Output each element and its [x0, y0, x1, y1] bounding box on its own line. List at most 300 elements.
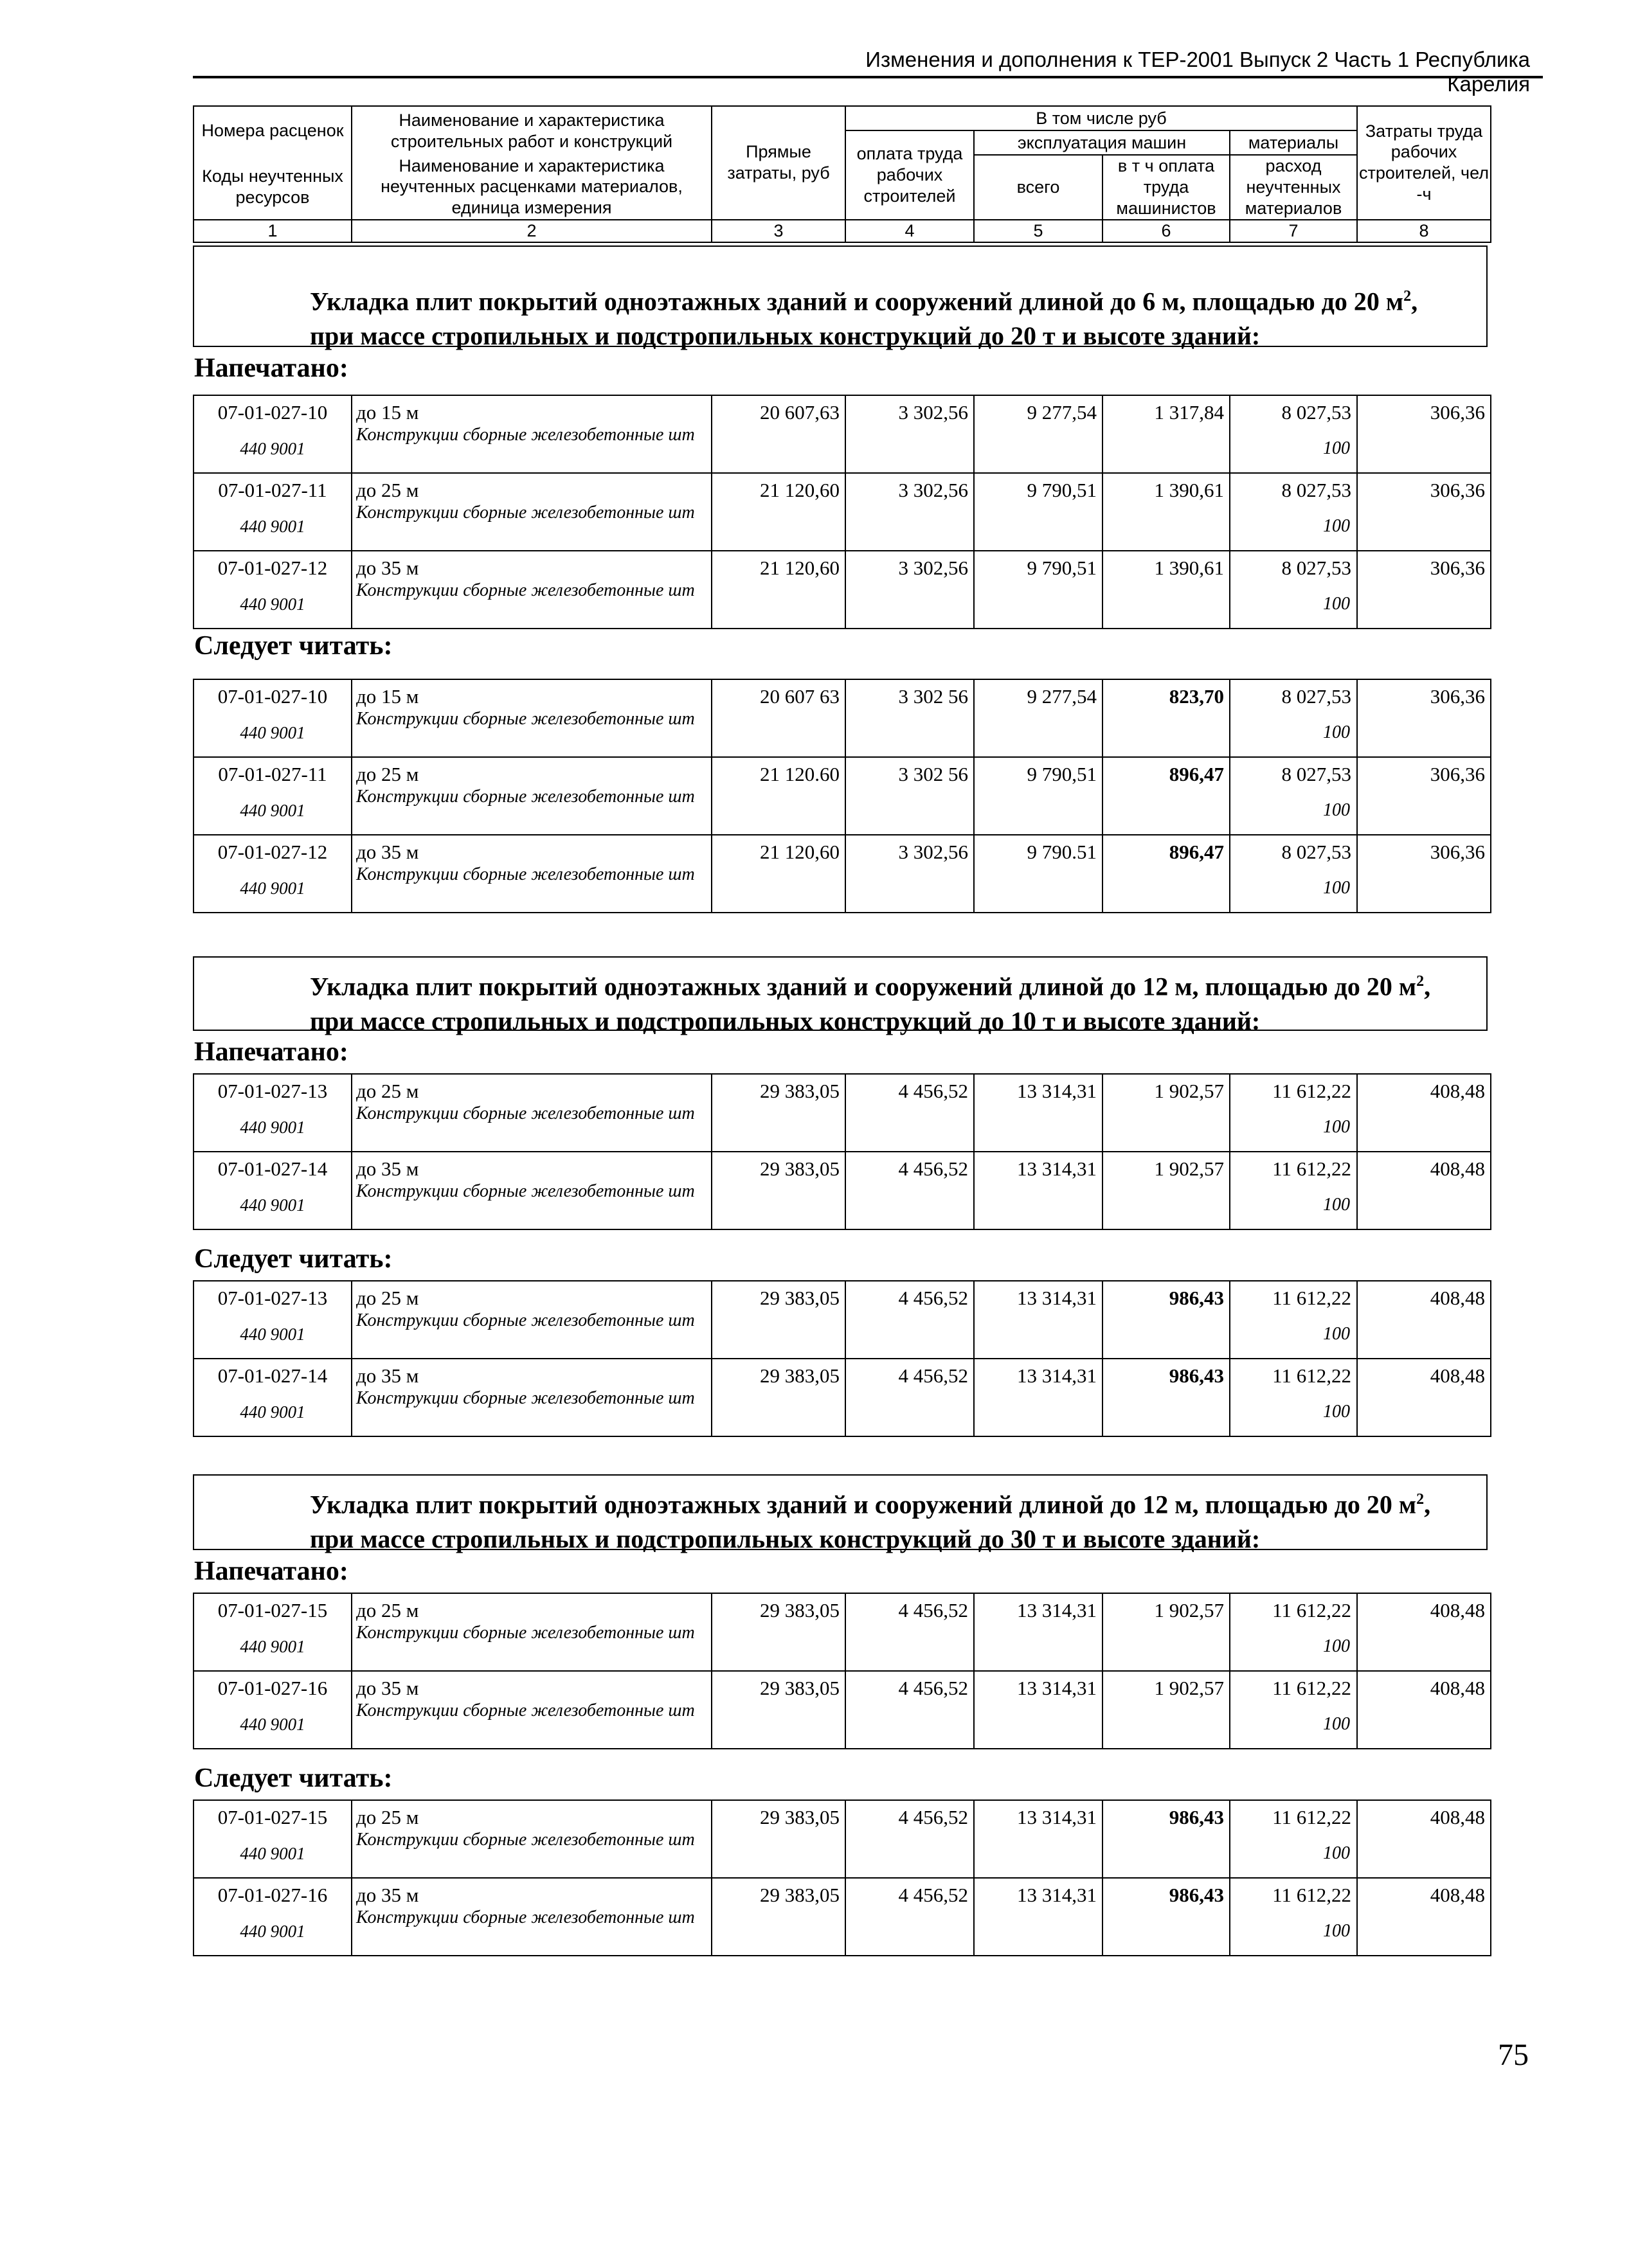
empty-cell	[1357, 502, 1491, 551]
empty-cell	[1102, 1181, 1230, 1229]
direct-cost: 29 383,05	[712, 1671, 845, 1700]
labor-hours: 408,48	[1357, 1593, 1491, 1622]
table-row	[194, 1593, 1491, 1622]
superscript: 2	[1416, 973, 1425, 990]
work-name: до 35 м	[352, 1878, 712, 1907]
empty-cell	[712, 1181, 845, 1229]
column-number-row	[194, 220, 1491, 242]
empty-cell	[845, 424, 974, 473]
empty-cell	[974, 1622, 1102, 1671]
machines-total: 13 314,31	[974, 1800, 1102, 1829]
section-title	[193, 1474, 1488, 1554]
machinist-wage: 896,47	[1102, 835, 1230, 864]
direct-cost: 20 607 63	[712, 679, 845, 708]
machines-total: 9 790,51	[974, 551, 1102, 580]
materials-cost: 8 027,53	[1230, 473, 1357, 502]
machinist-wage: 823,70	[1102, 679, 1230, 708]
materials-cost: 8 027,53	[1230, 835, 1357, 864]
machinist-wage: 1 902,57	[1102, 1671, 1230, 1700]
empty-cell	[974, 1310, 1102, 1359]
resource-code: 440 9001	[194, 1181, 352, 1229]
direct-cost: 29 383,05	[712, 1074, 845, 1103]
labor-wage: 3 302 56	[845, 679, 974, 708]
empty-cell	[974, 424, 1102, 473]
printed-label: Напечатано:	[194, 353, 348, 383]
direct-cost: 21 120.60	[712, 757, 845, 786]
empty-cell	[974, 864, 1102, 913]
empty-cell	[1102, 1907, 1230, 1956]
resource-name: Конструкции сборные железобетонные шт	[352, 1700, 712, 1749]
empty-cell	[845, 1829, 974, 1878]
superscript: 2	[1403, 288, 1412, 305]
rate-code: 07-01-027-16	[194, 1878, 352, 1907]
materials-cost: 8 027,53	[1230, 757, 1357, 786]
resource-name: Конструкции сборные железобетонные шт	[352, 580, 712, 629]
machines-total: 13 314,31	[974, 1359, 1102, 1388]
empty-cell	[1357, 1829, 1491, 1878]
empty-cell	[1357, 424, 1491, 473]
section-title-line2: при массе стропильных и подстропильных конструкций до 20 т и высоте зданий:	[310, 321, 1261, 351]
resource-quantity: 100	[1230, 1310, 1357, 1359]
machines-total: 13 314,31	[974, 1152, 1102, 1181]
empty-cell	[712, 502, 845, 551]
empty-cell	[974, 1181, 1102, 1229]
work-name: до 25 м	[352, 1281, 712, 1310]
empty-cell	[1357, 1907, 1491, 1956]
resource-code: 440 9001	[194, 1622, 352, 1671]
work-name: до 25 м	[352, 473, 712, 502]
col-number: 2	[352, 220, 712, 242]
empty-cell	[712, 1829, 845, 1878]
table-row	[194, 1878, 1491, 1907]
machines-total: 9 790,51	[974, 757, 1102, 786]
empty-cell	[1102, 786, 1230, 835]
rate-code: 07-01-027-14	[194, 1152, 352, 1181]
rate-code: 07-01-027-12	[194, 835, 352, 864]
machinist-wage: 986,43	[1102, 1281, 1230, 1310]
empty-cell	[974, 1829, 1102, 1878]
table-row	[194, 1800, 1491, 1829]
table-row	[194, 1181, 1491, 1229]
resource-quantity: 100	[1230, 1829, 1357, 1878]
empty-cell	[1357, 580, 1491, 629]
empty-cell	[712, 1907, 845, 1956]
rates-table	[193, 679, 1491, 913]
materials-cost: 11 612,22	[1230, 1800, 1357, 1829]
empty-cell	[1102, 864, 1230, 913]
empty-cell	[1102, 580, 1230, 629]
materials-cost: 11 612,22	[1230, 1152, 1357, 1181]
empty-cell	[974, 1907, 1102, 1956]
rate-code: 07-01-027-13	[194, 1074, 352, 1103]
resource-quantity: 100	[1230, 708, 1357, 757]
labor-hours: 306,36	[1357, 757, 1491, 786]
table-row	[194, 1152, 1491, 1181]
work-name: до 15 м	[352, 679, 712, 708]
section-title	[193, 956, 1488, 1036]
machines-total: 13 314,31	[974, 1878, 1102, 1907]
col-number: 6	[1102, 220, 1230, 242]
machines-total: 13 314,31	[974, 1281, 1102, 1310]
empty-cell	[1102, 424, 1230, 473]
work-name: до 35 м	[352, 1152, 712, 1181]
empty-cell	[974, 1388, 1102, 1436]
section-title-line2: при массе стропильных и подстропильных конструкций до 30 т и высоте зданий:	[310, 1524, 1261, 1554]
labor-hours: 306,36	[1357, 473, 1491, 502]
resource-code: 440 9001	[194, 580, 352, 629]
table-row	[194, 424, 1491, 473]
work-name: до 25 м	[352, 1800, 712, 1829]
resource-quantity: 100	[1230, 1907, 1357, 1956]
table-row	[194, 1622, 1491, 1671]
empty-cell	[1102, 1388, 1230, 1436]
empty-cell	[1357, 1700, 1491, 1749]
machinist-wage: 1 902,57	[1102, 1593, 1230, 1622]
rate-code: 07-01-027-12	[194, 551, 352, 580]
machinist-wage: 986,43	[1102, 1359, 1230, 1388]
labor-wage: 4 456,52	[845, 1359, 974, 1388]
direct-cost: 29 383,05	[712, 1359, 845, 1388]
superscript: 2	[1416, 1491, 1425, 1508]
resource-name: Конструкции сборные железобетонные шт	[352, 786, 712, 835]
work-name: до 25 м	[352, 1074, 712, 1103]
materials-cost: 11 612,22	[1230, 1593, 1357, 1622]
machinist-wage: 1 390,61	[1102, 551, 1230, 580]
table-row	[194, 1700, 1491, 1749]
title-comma: ,	[1424, 972, 1431, 1001]
resource-quantity: 100	[1230, 580, 1357, 629]
rate-code: 07-01-027-16	[194, 1671, 352, 1700]
table-row	[194, 1671, 1491, 1700]
col2-top-header: Наименование и характеристика строительных работ и конструкций	[352, 106, 712, 155]
resource-name: Конструкции сборные железобетонные шт	[352, 424, 712, 473]
empty-cell	[1357, 1622, 1491, 1671]
empty-cell	[845, 1181, 974, 1229]
empty-cell	[1357, 1388, 1491, 1436]
empty-cell	[712, 1310, 845, 1359]
empty-cell	[712, 1700, 845, 1749]
table-row	[194, 1359, 1491, 1388]
materials-cost: 11 612,22	[1230, 1074, 1357, 1103]
rates-table	[193, 1280, 1491, 1437]
machines-total: 13 314,31	[974, 1593, 1102, 1622]
section-title-line1: Укладка плит покрытий одноэтажных зданий и сооружений длиной до 12 м, площадью до 20 м	[310, 972, 1417, 1001]
table-row	[194, 679, 1491, 708]
resource-name: Конструкции сборные железобетонные шт	[352, 1181, 712, 1229]
materials-cost: 11 612,22	[1230, 1281, 1357, 1310]
empty-cell	[712, 580, 845, 629]
labor-wage: 4 456,52	[845, 1074, 974, 1103]
col-number: 3	[712, 220, 845, 242]
empty-cell	[712, 708, 845, 757]
machinist-wage: 1 902,57	[1102, 1074, 1230, 1103]
table-row	[194, 502, 1491, 551]
labor-wage: 4 456,52	[845, 1281, 974, 1310]
empty-cell	[845, 580, 974, 629]
labor-hours: 408,48	[1357, 1671, 1491, 1700]
rate-code: 07-01-027-11	[194, 473, 352, 502]
labor-hours: 408,48	[1357, 1800, 1491, 1829]
col-number: 5	[974, 220, 1102, 242]
col2-bottom-header: Наименование и характеристика неучтенных расценками материалов, единица измерения	[352, 155, 712, 220]
empty-cell	[1102, 502, 1230, 551]
col8-header: Затраты труда рабочих строителей, чел -ч	[1357, 106, 1491, 220]
empty-cell	[1102, 708, 1230, 757]
labor-wage: 3 302,56	[845, 473, 974, 502]
header-rule	[193, 76, 1543, 78]
rate-code: 07-01-027-10	[194, 395, 352, 424]
group-header: В том числе руб	[845, 106, 1357, 130]
machines-total: 9 790,51	[974, 473, 1102, 502]
materials-cost: 11 612,22	[1230, 1359, 1357, 1388]
empty-cell	[1102, 1310, 1230, 1359]
empty-cell	[974, 1103, 1102, 1152]
empty-cell	[712, 864, 845, 913]
resource-code: 440 9001	[194, 786, 352, 835]
resource-code: 440 9001	[194, 864, 352, 913]
empty-cell	[845, 1700, 974, 1749]
col1-bottom-header: Коды неучтенных ресурсов	[194, 155, 352, 220]
rate-code: 07-01-027-13	[194, 1281, 352, 1310]
should-read-label: Следует читать:	[194, 631, 393, 661]
labor-hours: 408,48	[1357, 1359, 1491, 1388]
materials-header: материалы	[1230, 130, 1357, 155]
machines-total: 13 314,31	[974, 1671, 1102, 1700]
empty-cell	[845, 1388, 974, 1436]
labor-wage: 3 302,56	[845, 395, 974, 424]
table-row	[194, 1281, 1491, 1310]
empty-cell	[712, 424, 845, 473]
running-header: Изменения и дополнения к ТЕР-2001 Выпуск 2 Часть 1 Республика Карелия	[865, 48, 1530, 96]
col3-header: Прямые затраты, руб	[712, 106, 845, 220]
empty-cell	[845, 1103, 974, 1152]
resource-name: Конструкции сборные железобетонные шт	[352, 864, 712, 913]
printed-label: Напечатано:	[194, 1557, 348, 1586]
direct-cost: 29 383,05	[712, 1152, 845, 1181]
empty-cell	[1357, 864, 1491, 913]
labor-hours: 306,36	[1357, 835, 1491, 864]
rates-table	[193, 1799, 1491, 1956]
empty-cell	[1357, 1181, 1491, 1229]
empty-cell	[712, 786, 845, 835]
page-number: 75	[1498, 2038, 1529, 2072]
col5-header: всего	[974, 155, 1102, 220]
direct-cost: 29 383,05	[712, 1281, 845, 1310]
title-comma: ,	[1424, 1490, 1431, 1519]
labor-wage: 3 302,56	[845, 551, 974, 580]
resource-code: 440 9001	[194, 708, 352, 757]
labor-wage: 3 302,56	[845, 835, 974, 864]
empty-cell	[845, 864, 974, 913]
resource-name: Конструкции сборные железобетонные шт	[352, 1622, 712, 1671]
machines-total: 13 314,31	[974, 1074, 1102, 1103]
materials-cost: 8 027,53	[1230, 551, 1357, 580]
should-read-label: Следует читать:	[194, 1244, 393, 1274]
rate-code: 07-01-027-14	[194, 1359, 352, 1388]
work-name: до 35 м	[352, 551, 712, 580]
resource-name: Конструкции сборные железобетонные шт	[352, 1103, 712, 1152]
resource-code: 440 9001	[194, 1103, 352, 1152]
direct-cost: 21 120,60	[712, 835, 845, 864]
labor-hours: 408,48	[1357, 1074, 1491, 1103]
resource-name: Конструкции сборные железобетонные шт	[352, 1310, 712, 1359]
empty-cell	[845, 786, 974, 835]
labor-wage: 3 302 56	[845, 757, 974, 786]
resource-quantity: 100	[1230, 864, 1357, 913]
col-number: 7	[1230, 220, 1357, 242]
rate-code: 07-01-027-15	[194, 1800, 352, 1829]
resource-name: Конструкции сборные железобетонные шт	[352, 1907, 712, 1956]
empty-cell	[1357, 708, 1491, 757]
table-row	[194, 395, 1491, 424]
empty-cell	[845, 1907, 974, 1956]
empty-cell	[712, 1103, 845, 1152]
direct-cost: 29 383,05	[712, 1800, 845, 1829]
printed-label: Напечатано:	[194, 1037, 348, 1067]
machines-header: эксплуатация машин	[974, 130, 1230, 155]
machines-total: 9 277,54	[974, 395, 1102, 424]
column-header-table	[193, 105, 1491, 243]
table-row	[194, 1907, 1491, 1956]
table-row	[194, 1829, 1491, 1878]
resource-code: 440 9001	[194, 1310, 352, 1359]
materials-cost: 11 612,22	[1230, 1671, 1357, 1700]
machines-total: 9 790.51	[974, 835, 1102, 864]
resource-name: Конструкции сборные железобетонные шт	[352, 1388, 712, 1436]
resource-code: 440 9001	[194, 1829, 352, 1878]
work-name: до 35 м	[352, 1359, 712, 1388]
empty-cell	[974, 502, 1102, 551]
col7-header: расход неучтенных материалов	[1230, 155, 1357, 220]
table-row	[194, 786, 1491, 835]
machinist-wage: 986,43	[1102, 1800, 1230, 1829]
table-row	[194, 551, 1491, 580]
resource-code: 440 9001	[194, 424, 352, 473]
work-name: до 35 м	[352, 1671, 712, 1700]
rates-table	[193, 1593, 1491, 1749]
resource-code: 440 9001	[194, 1388, 352, 1436]
rates-table	[193, 1073, 1491, 1230]
work-name: до 15 м	[352, 395, 712, 424]
section-title	[193, 246, 1488, 351]
resource-quantity: 100	[1230, 1388, 1357, 1436]
labor-wage: 4 456,52	[845, 1593, 974, 1622]
col6-header: в т ч оплата труда машинистов	[1102, 155, 1230, 220]
table-row	[194, 864, 1491, 913]
empty-cell	[712, 1622, 845, 1671]
rate-code: 07-01-027-10	[194, 679, 352, 708]
work-name: до 25 м	[352, 757, 712, 786]
empty-cell	[1102, 1829, 1230, 1878]
table-row	[194, 1388, 1491, 1436]
machinist-wage: 1 902,57	[1102, 1152, 1230, 1181]
resource-quantity: 100	[1230, 424, 1357, 473]
direct-cost: 29 383,05	[712, 1878, 845, 1907]
empty-cell	[1102, 1103, 1230, 1152]
machines-total: 9 277,54	[974, 679, 1102, 708]
materials-cost: 8 027,53	[1230, 395, 1357, 424]
table-row	[194, 1103, 1491, 1152]
col4-header: оплата труда рабочих строителей	[845, 130, 974, 220]
col-number: 4	[845, 220, 974, 242]
work-name: до 25 м	[352, 1593, 712, 1622]
resource-name: Конструкции сборные железобетонные шт	[352, 708, 712, 757]
empty-cell	[1357, 1310, 1491, 1359]
resource-name: Конструкции сборные железобетонные шт	[352, 502, 712, 551]
empty-cell	[1357, 786, 1491, 835]
resource-code: 440 9001	[194, 1907, 352, 1956]
section-title-line1: Укладка плит покрытий одноэтажных зданий и сооружений длиной до 12 м, площадью до 20 м	[310, 1490, 1417, 1519]
direct-cost: 29 383,05	[712, 1593, 845, 1622]
empty-cell	[845, 1622, 974, 1671]
rate-code: 07-01-027-11	[194, 757, 352, 786]
labor-hours: 306,36	[1357, 395, 1491, 424]
section-title-line1: Укладка плит покрытий одноэтажных зданий и сооружений длиной до 6 м, площадью до 20 м	[310, 287, 1404, 316]
resource-quantity: 100	[1230, 1622, 1357, 1671]
empty-cell	[712, 1388, 845, 1436]
rate-code: 07-01-027-15	[194, 1593, 352, 1622]
table-row	[194, 835, 1491, 864]
labor-wage: 4 456,52	[845, 1800, 974, 1829]
empty-cell	[1102, 1700, 1230, 1749]
empty-cell	[845, 1310, 974, 1359]
table-row	[194, 1310, 1491, 1359]
col1-top-header: Номера расценок	[194, 106, 352, 155]
labor-wage: 4 456,52	[845, 1152, 974, 1181]
resource-code: 440 9001	[194, 502, 352, 551]
materials-cost: 8 027,53	[1230, 679, 1357, 708]
direct-cost: 21 120,60	[712, 473, 845, 502]
labor-hours: 408,48	[1357, 1152, 1491, 1181]
machinist-wage: 896,47	[1102, 757, 1230, 786]
empty-cell	[1357, 1103, 1491, 1152]
direct-cost: 21 120,60	[712, 551, 845, 580]
labor-hours: 408,48	[1357, 1281, 1491, 1310]
table-row	[194, 473, 1491, 502]
labor-hours: 306,36	[1357, 551, 1491, 580]
col-number: 1	[194, 220, 352, 242]
direct-cost: 20 607,63	[712, 395, 845, 424]
col-number: 8	[1357, 220, 1491, 242]
table-row	[194, 580, 1491, 629]
empty-cell	[974, 580, 1102, 629]
resource-quantity: 100	[1230, 1181, 1357, 1229]
resource-name: Конструкции сборные железобетонные шт	[352, 1829, 712, 1878]
empty-cell	[974, 1700, 1102, 1749]
labor-wage: 4 456,52	[845, 1671, 974, 1700]
labor-hours: 408,48	[1357, 1878, 1491, 1907]
resource-quantity: 100	[1230, 786, 1357, 835]
table-row	[194, 1074, 1491, 1103]
resource-quantity: 100	[1230, 1700, 1357, 1749]
section-title-line2: при массе стропильных и подстропильных конструкций до 10 т и высоте зданий:	[310, 1006, 1261, 1036]
resource-quantity: 100	[1230, 502, 1357, 551]
table-row	[194, 708, 1491, 757]
machinist-wage: 1 390,61	[1102, 473, 1230, 502]
rates-table	[193, 395, 1491, 629]
resource-code: 440 9001	[194, 1700, 352, 1749]
empty-cell	[974, 708, 1102, 757]
empty-cell	[1102, 1622, 1230, 1671]
empty-cell	[845, 502, 974, 551]
resource-quantity: 100	[1230, 1103, 1357, 1152]
labor-hours: 306,36	[1357, 679, 1491, 708]
empty-cell	[974, 786, 1102, 835]
title-comma: ,	[1411, 287, 1418, 316]
materials-cost: 11 612,22	[1230, 1878, 1357, 1907]
machinist-wage: 1 317,84	[1102, 395, 1230, 424]
empty-cell	[845, 708, 974, 757]
